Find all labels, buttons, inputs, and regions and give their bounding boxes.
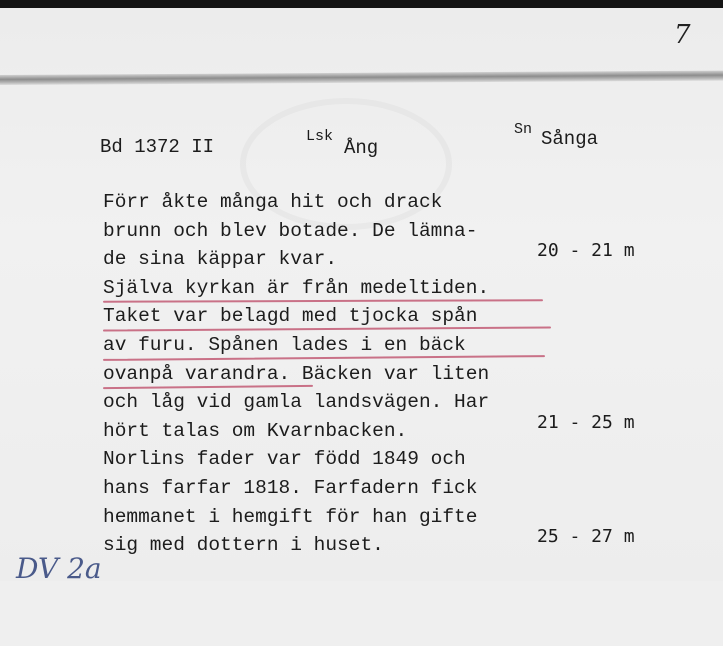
recording-time-range: 25 - 27 m — [537, 526, 635, 548]
signum: Bd 1372 II — [100, 136, 215, 158]
line-text: och låg vid gamla landsvägen. Har — [103, 391, 490, 414]
landskap-value: Ång — [344, 137, 379, 159]
transcript-line — [103, 526, 703, 560]
margin-ink-note: DV 2a — [16, 552, 102, 585]
line-text: Norlins fader var född 1849 och — [103, 448, 466, 471]
line-text: hans farfar 1818. Farfadern fick — [103, 476, 478, 499]
transcript-line — [103, 274, 703, 303]
line-text: hemmanet i hemgift för han gifte — [103, 505, 478, 528]
transcript-line — [103, 331, 703, 360]
line-text: Själva kyrkan är från medeltiden. — [103, 276, 490, 299]
card-top-edge — [0, 0, 723, 8]
transcript-body — [103, 188, 703, 560]
line-text: brunn och blev botade. De lämna- — [103, 219, 478, 242]
line-text: de sina käppar kvar. — [103, 248, 338, 271]
line-text: Taket var belagd med tjocka spån — [103, 305, 478, 328]
transcript-line — [103, 302, 703, 331]
card-header — [0, 118, 723, 168]
transcript-line — [103, 474, 703, 503]
socken-label: Sn — [514, 121, 533, 138]
card-perforation-line — [0, 71, 723, 85]
line-text: av furu. Spånen lades i en bäck — [103, 333, 466, 356]
transcript-line — [103, 188, 703, 217]
line-text: hört talas om Kvarnbacken. — [103, 419, 408, 442]
transcript-line — [103, 240, 703, 274]
line-text: sig med dottern i huset. — [103, 534, 384, 557]
transcript-line — [103, 411, 703, 446]
line-text: ovanpå varandra. Bäcken var liten — [103, 362, 490, 385]
recording-time-range: 21 - 25 m — [537, 411, 635, 433]
transcript-line — [103, 445, 703, 474]
socken-value: Sånga — [541, 128, 599, 150]
card-number: 7 — [674, 20, 691, 50]
line-text: Förr åkte många hit och drack — [103, 191, 443, 213]
landskap-label: Lsk — [306, 128, 334, 145]
recording-time-range: 20 - 21 m — [537, 240, 635, 262]
transcript-line — [103, 360, 703, 389]
